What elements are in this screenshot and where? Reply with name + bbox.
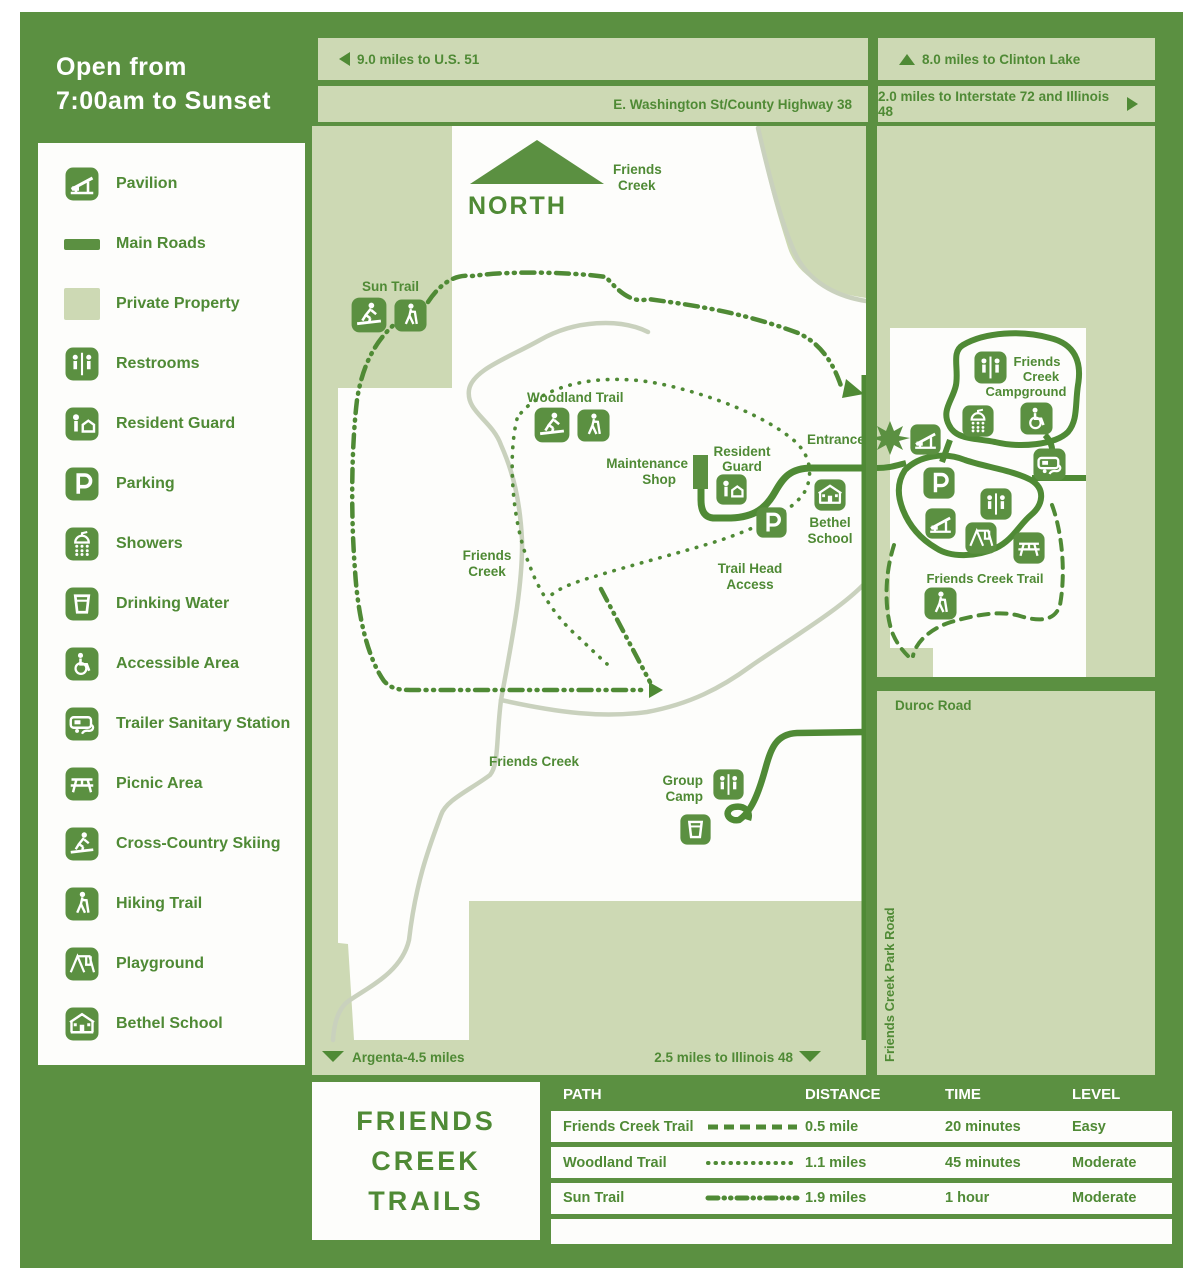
trail-name: Woodland Trail [563, 1154, 667, 1171]
duroc-panel [877, 691, 1155, 1075]
road-bar-washington: E. Washington St/County Highway 38 [318, 86, 868, 122]
school-icon [64, 1006, 100, 1042]
parking-icon [756, 507, 786, 537]
trailhead-label: Trail Head [717, 561, 783, 576]
pavilion-icon [925, 508, 955, 538]
table-row [551, 1183, 1172, 1214]
trail-level: Easy [1072, 1118, 1106, 1135]
showers-icon [64, 526, 100, 562]
friends-creek-lower-label: Friends Creek [489, 754, 580, 769]
svg-text:Creek: Creek [1022, 369, 1060, 384]
maintenance-shop-block [693, 455, 708, 489]
resident-guard-icon [64, 406, 100, 442]
restrooms-icon [713, 769, 743, 799]
showers-icon [962, 405, 993, 436]
restrooms-icon [64, 346, 100, 382]
legend-item-main-roads: Main Roads [38, 225, 305, 263]
legend-item-restrooms: Restrooms [38, 345, 305, 383]
svg-text:Access: Access [726, 577, 774, 592]
hours-line1: Open from [56, 53, 187, 81]
east-arrow-icon [1127, 97, 1138, 111]
direction-bar-interstate: 2.0 miles to Interstate 72 and Illinois 48 [878, 86, 1155, 122]
friends-creek-top-label: Friends [613, 162, 662, 177]
dashed-line-sample [705, 1122, 800, 1132]
campground-inset [877, 126, 1155, 677]
trailer-sanitary-icon [1033, 448, 1065, 480]
main-road-swatch [64, 239, 100, 250]
accessible-icon [1020, 402, 1052, 434]
trail-level: Moderate [1072, 1190, 1137, 1207]
west-arrow-icon [339, 52, 350, 66]
svg-text:School: School [807, 531, 853, 546]
hiking-icon [64, 886, 100, 922]
svg-text:Creek: Creek [468, 564, 506, 579]
parking-icon [64, 466, 100, 502]
svg-text:Shop: Shop [642, 472, 676, 487]
school-icon [814, 479, 845, 510]
header-level: LEVEL [1072, 1085, 1121, 1103]
table-header-row [551, 1082, 1172, 1106]
legend-item-hiking: Hiking Trail [38, 885, 305, 923]
trail-level: Moderate [1072, 1154, 1137, 1171]
friends-creek-park-road-label: Friends Creek Park Road [882, 907, 897, 1062]
friends-creek-trail-label: Friends Creek Trail [926, 571, 1044, 586]
parking-icon [923, 467, 954, 498]
direction-bar-us51: 9.0 miles to U.S. 51 [318, 38, 868, 80]
trail-distance: 1.1 miles [805, 1154, 867, 1171]
dash-dot-line-sample [705, 1193, 800, 1203]
legend-item-resident-guard: Resident Guard [38, 405, 305, 443]
bethel-school-label: Bethel [809, 515, 851, 530]
group-camp-label: Group [662, 773, 703, 788]
legend-panel [38, 143, 305, 1065]
ski-icon [352, 298, 387, 333]
header-distance: DISTANCE [805, 1085, 881, 1103]
pavilion-icon [64, 166, 100, 202]
resident-guard-label: Resident [713, 444, 771, 459]
trail-distance: 0.5 mile [805, 1118, 859, 1135]
direction-bar-clinton: 8.0 miles to Clinton Lake [878, 38, 1155, 80]
drinking-water-icon [680, 814, 710, 844]
title-line3: TRAILS [368, 1186, 484, 1216]
header-path: PATH [563, 1085, 602, 1103]
main-map [312, 126, 866, 1075]
maintenance-shop-label: Maintenance [606, 456, 688, 471]
table-row [551, 1147, 1172, 1178]
legend-item-private-property: Private Property [38, 285, 305, 323]
table-empty-row [551, 1219, 1172, 1244]
legend-item-picnic: Picnic Area [38, 765, 305, 803]
hours-line2: 7:00am to Sunset [56, 87, 272, 115]
svg-text:Guard: Guard [722, 459, 762, 474]
ski-icon [535, 408, 570, 443]
header-time: TIME [945, 1085, 981, 1103]
sun-trail-label: Sun Trail [362, 279, 420, 294]
trail-name: Sun Trail [563, 1190, 625, 1207]
legend-item-pavilion: Pavilion [38, 165, 305, 203]
picnic-icon [1013, 532, 1044, 563]
pavilion-icon [910, 424, 940, 454]
trail-table [545, 1078, 1178, 1250]
picnic-icon [64, 766, 100, 802]
accessible-icon [64, 646, 100, 682]
legend-item-ski: Cross-Country Skiing [38, 825, 305, 863]
playground-icon [64, 946, 100, 982]
argenta-label: Argenta-4.5 miles [352, 1050, 465, 1065]
legend-item-accessible: Accessible Area [38, 645, 305, 683]
title-box [312, 1082, 540, 1240]
trail-name: Friends Creek Trail [563, 1118, 694, 1135]
svg-text:Campground: Campground [985, 384, 1067, 399]
trail-distance: 1.9 miles [805, 1190, 867, 1207]
north-label: NORTH [468, 192, 567, 220]
private-property-swatch [64, 288, 100, 320]
entrance-label: Entrance [807, 432, 865, 447]
duroc-road-band [877, 677, 1155, 691]
resident-guard-icon [716, 474, 746, 504]
restrooms-icon [980, 488, 1011, 519]
legend-item-showers: Showers [38, 525, 305, 563]
drinking-water-icon [64, 586, 100, 622]
duroc-road-label: Duroc Road [895, 698, 972, 713]
legend-item-trailer-sanitary: Trailer Sanitary Station [38, 705, 305, 743]
trail-time: 45 minutes [945, 1154, 1021, 1171]
legend-item-parking: Parking [38, 465, 305, 503]
table-row [551, 1111, 1172, 1142]
ski-icon [64, 826, 100, 862]
dotted-line-sample [705, 1158, 800, 1168]
legend-item-school: Bethel School [38, 1005, 305, 1043]
legend-item-drinking-water: Drinking Water [38, 585, 305, 623]
illinois48-label: 2.5 miles to Illinois 48 [654, 1050, 793, 1065]
woodland-trail-label: Woodland Trail [527, 390, 624, 405]
hiking-icon [577, 409, 609, 441]
hiking-icon [394, 299, 426, 331]
title-line2: CREEK [371, 1146, 481, 1176]
trail-time: 20 minutes [945, 1118, 1021, 1135]
trailer-sanitary-icon [64, 706, 100, 742]
svg-text:Creek: Creek [618, 178, 656, 193]
campground-label: Friends [1013, 354, 1061, 369]
playground-icon [965, 522, 996, 553]
svg-text:Camp: Camp [665, 789, 703, 804]
north-arrow-icon [899, 54, 915, 65]
friends-creek-mid-label: Friends [462, 548, 512, 563]
hours-banner [56, 50, 271, 118]
restrooms-icon [974, 351, 1006, 383]
legend-item-playground: Playground [38, 945, 305, 983]
title-line1: FRIENDS [356, 1106, 496, 1136]
hiking-icon [924, 587, 956, 619]
trail-time: 1 hour [945, 1190, 990, 1207]
